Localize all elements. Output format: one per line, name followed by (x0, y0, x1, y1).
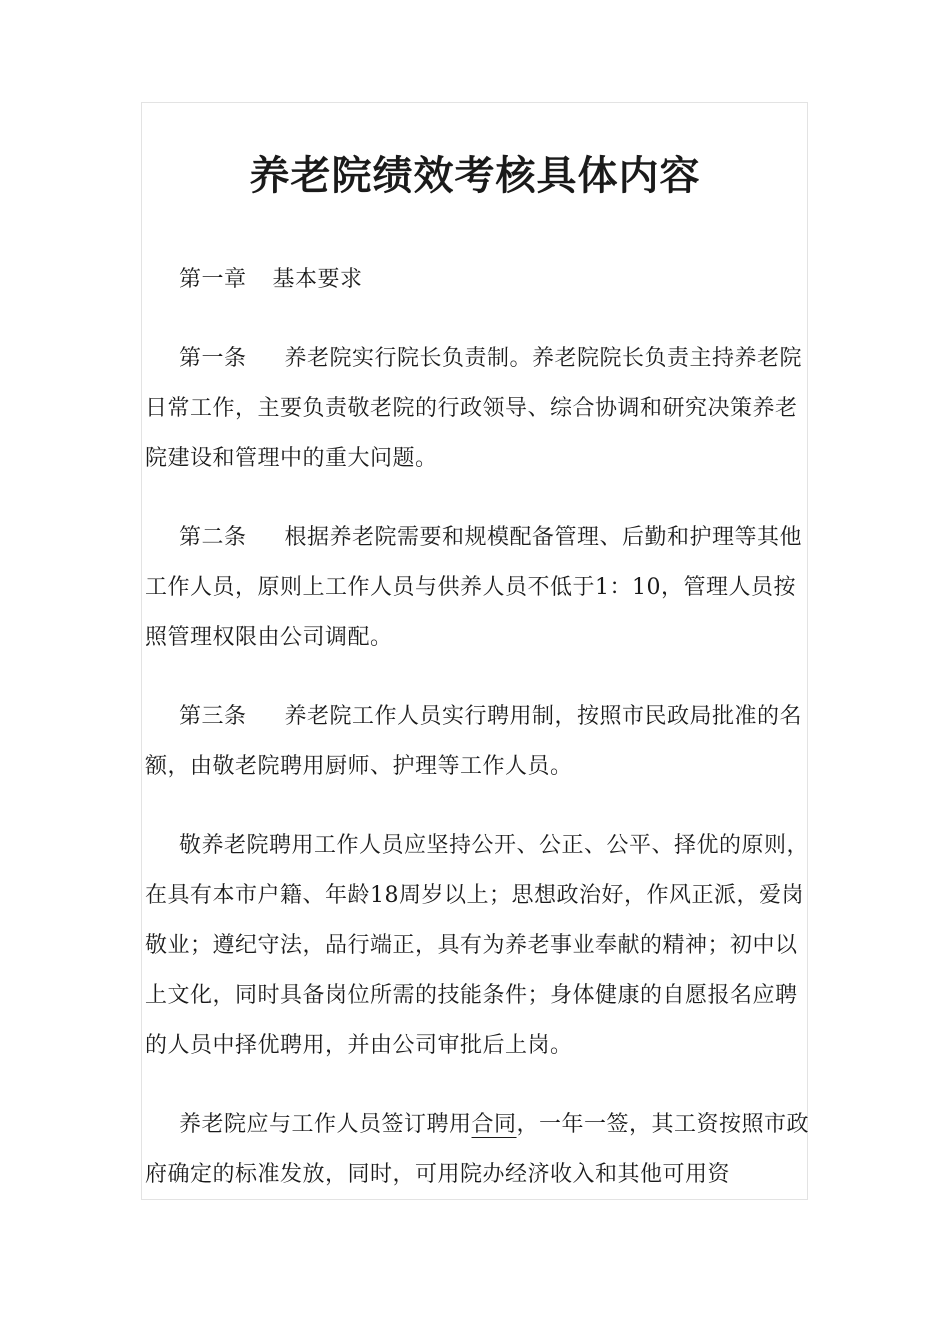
contract-text-after: ，一年一签，其工资按照市政府确定的标准发放，同时，可用院办经济收入和其他可用资 (145, 1112, 810, 1187)
article-2-text: 根据养老院需要和规模配备管理、后勤和护理等其他工作人员，原则上工作人员与供养人员不低于1：10，管理人员按照管理权限由公司调配。 (145, 525, 803, 650)
document-title: 养老院绩效考核具体内容 (249, 152, 701, 199)
chapter-label: 第一章 (179, 267, 247, 292)
contract-text-before: 养老院应与工作人员签订聘用 (179, 1112, 472, 1137)
chapter-heading (145, 255, 817, 305)
recruitment-paragraph: 敬养老院聘用工作人员应坚持公开、公正、公平、择优的原则，在具有本市户籍、年龄18周岁以上；思想政治好，作风正派，爱岗敬业；遵纪守法，品行端正，具有为养老事业奉献的精神；初中以上文化，同时具备岗位所需的技能条件；身体健康的自愿报名应聘的人员中择优聘用，并由公司审批后上岗。 (145, 833, 810, 1058)
article-3-text: 养老院工作人员实行聘用制，按照市民政局批准的名额，由敬老院聘用厨师、护理等工作人员。 (145, 704, 803, 779)
chapter-title: 基本要求 (272, 267, 363, 292)
article-1-label: 第一条 (179, 346, 247, 371)
article-2 (145, 513, 817, 663)
document-body (145, 255, 817, 1229)
article-1 (145, 334, 817, 484)
article-1-text: 养老院实行院长负责制。养老院院长负责主持养老院日常工作，主要负责敬老院的行政领导、综合协调和研究决策养老院建设和管理中的重大问题。 (145, 346, 803, 471)
article-2-label: 第二条 (179, 525, 247, 550)
article-3-label: 第三条 (179, 704, 247, 729)
article-3 (145, 692, 817, 792)
contract-paragraph (145, 1100, 817, 1200)
contract-link[interactable]: 合同 (471, 1112, 517, 1137)
